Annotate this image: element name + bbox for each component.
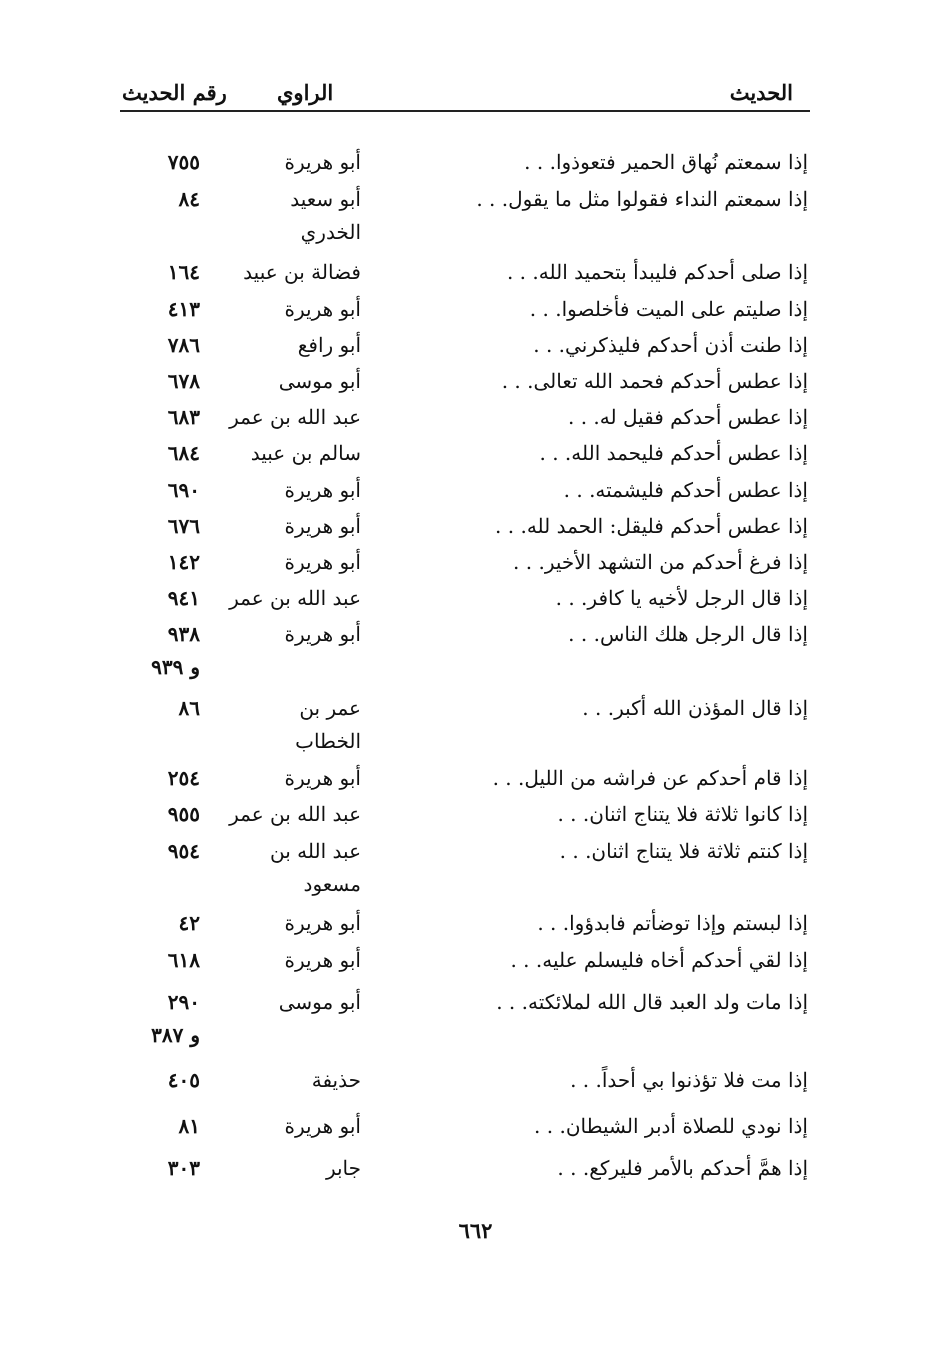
narrator-line: أبو هريرة — [284, 911, 361, 935]
hadith-text: إذا طنت أذن أحدكم فليذكرني. . . — [533, 333, 808, 357]
hadith-number-line: ٤٢ — [178, 911, 200, 935]
hadith-number-line: ٦٧٦ — [167, 514, 200, 538]
hadith-number — [140, 550, 200, 574]
narrator-line: أبو هريرة — [284, 948, 361, 972]
narrator — [229, 405, 361, 429]
hadith-text: إذا مات ولد العبد قال الله لملائكته. . . — [496, 990, 808, 1014]
narrator-line: أبو هريرة — [284, 514, 361, 538]
hadith-text: إذا قال المؤذن الله أكبر. . . — [582, 696, 808, 720]
hadith-number — [140, 1068, 200, 1092]
narrator — [233, 1114, 361, 1138]
hadith-number-line: ٩٥٥ — [167, 802, 200, 826]
hadith-number-line: ٦٩٠ — [167, 478, 200, 502]
hadith-number-line: ٩٣٨ — [167, 622, 200, 646]
hadith-number — [140, 405, 200, 429]
header-rule — [120, 110, 810, 112]
hadith-number-line: ٨١ — [178, 1114, 200, 1138]
hadith-text: إذا صليتم على الميت فأخلصوا. . . — [529, 297, 808, 321]
narrator-line: عبد الله بن عمر — [229, 405, 361, 429]
narrator-line: عبد الله بن عمر — [229, 802, 361, 826]
hadith-number-line: ٧٥٥ — [167, 150, 200, 174]
narrator — [233, 622, 361, 646]
hadith-number-line: ٩٤١ — [167, 586, 200, 610]
hadith-number-line: و ٣٨٧ — [151, 1023, 200, 1047]
hadith-number-line: ١٤٢ — [167, 550, 200, 574]
hadith-number-line: ٢٩٠ — [167, 990, 200, 1014]
narrator — [233, 1068, 361, 1092]
hadith-number-line: ٤١٣ — [167, 297, 200, 321]
hadith-number — [140, 586, 200, 610]
hadith-text: إذا عطس أحدكم فحمد الله تعالى. . . — [501, 369, 808, 393]
hadith-text: إذا مت فلا تؤذنوا بي أحداً. . . — [570, 1068, 808, 1092]
hadith-text: إذا نودي للصلاة أدبر الشيطان. . . — [534, 1114, 808, 1138]
narrator — [233, 260, 361, 284]
narrator-line: الخطاب — [295, 729, 361, 753]
narrator — [233, 550, 361, 574]
hadith-text: إذا سمعتم نُهاق الحمير فتعوذوا. . . — [524, 150, 808, 174]
hadith-number — [140, 696, 200, 720]
page-number: ٦٦٢ — [458, 1218, 493, 1243]
hadith-text: إذا كنتم ثلاثة فلا يتناج اثنان. . . — [559, 839, 808, 863]
hadith-number — [140, 260, 200, 284]
header-hadith: الحديث — [729, 80, 793, 105]
hadith-number — [140, 369, 200, 393]
hadith-number-line: ٣٠٣ — [167, 1156, 200, 1180]
hadith-number-line: ٤٠٥ — [167, 1068, 200, 1092]
narrator — [233, 911, 361, 935]
hadith-number — [140, 187, 200, 211]
narrator — [233, 948, 361, 972]
narrator-line: فضالة بن عبيد — [243, 260, 361, 284]
hadith-text: إذا قال الرجل لأخيه يا كافر. . . — [555, 586, 808, 610]
narrator-line: الخدري — [300, 220, 361, 244]
narrator — [233, 297, 361, 321]
hadith-number-line: ٦٨٣ — [167, 405, 200, 429]
hadith-number — [140, 333, 200, 357]
hadith-number — [140, 1156, 200, 1180]
hadith-number — [140, 948, 200, 972]
narrator-line: أبو هريرة — [284, 766, 361, 790]
narrator-line: أبو موسى — [278, 990, 361, 1014]
hadith-number-line: و ٩٣٩ — [151, 655, 200, 679]
hadith-number-line: ٨٤ — [178, 187, 200, 211]
hadith-number — [140, 622, 200, 679]
hadith-number-line: ٦٨٤ — [167, 441, 200, 465]
narrator-line: جابر — [325, 1156, 361, 1180]
narrator — [233, 766, 361, 790]
narrator-line: أبو سعيد — [290, 187, 361, 211]
narrator — [233, 478, 361, 502]
narrator-line: أبو هريرة — [284, 550, 361, 574]
hadith-text: إذا عطس أحدكم فليحمد الله. . . — [539, 441, 808, 465]
hadith-number-line: ٢٥٤ — [167, 766, 200, 790]
hadith-number — [140, 441, 200, 465]
hadith-text: إذا عطس أحدكم فليقل: الحمد لله. . . — [495, 514, 808, 538]
narrator-line: أبو موسى — [278, 369, 361, 393]
hadith-text: إذا كانوا ثلاثة فلا يتناج اثنان. . . — [557, 802, 808, 826]
narrator-line: مسعود — [303, 872, 361, 896]
hadith-number — [140, 1114, 200, 1138]
narrator — [233, 441, 361, 465]
hadith-number — [140, 514, 200, 538]
narrator-line: أبو هريرة — [284, 1114, 361, 1138]
narrator — [229, 586, 361, 610]
narrator-line: سالم بن عبيد — [250, 441, 361, 465]
narrator-line: عبد الله بن — [270, 839, 361, 863]
narrator-line: أبو هريرة — [284, 478, 361, 502]
narrator — [233, 514, 361, 538]
hadith-number — [140, 150, 200, 174]
narrator-line: أبو هريرة — [284, 150, 361, 174]
narrator — [233, 187, 361, 244]
hadith-number — [140, 990, 200, 1047]
hadith-text: إذا فرغ أحدكم من التشهد الأخير. . . — [513, 550, 808, 574]
hadith-text: إذا لبستم وإذا توضأتم فابدؤوا. . . — [537, 911, 808, 935]
hadith-number — [140, 478, 200, 502]
narrator-line: أبو هريرة — [284, 622, 361, 646]
narrator — [229, 802, 361, 826]
hadith-text: إذا صلى أحدكم فليبدأ بتحميد الله. . . — [506, 260, 808, 284]
narrator-line: عمر بن — [299, 696, 361, 720]
narrator-line: حذيفة — [311, 1068, 361, 1092]
hadith-text: إذا عطس أحدكم فقيل له. . . — [568, 405, 808, 429]
hadith-number — [140, 297, 200, 321]
narrator — [233, 839, 361, 896]
hadith-text: إذا قال الرجل هلك الناس. . . — [568, 622, 808, 646]
narrator — [233, 990, 361, 1014]
hadith-number — [140, 802, 200, 826]
header-hadith-number: رقم الحديث — [122, 80, 227, 105]
hadith-text: إذا عطس أحدكم فليشمته. . . — [563, 478, 808, 502]
hadith-number-line: ١٦٤ — [167, 260, 200, 284]
hadith-number — [140, 839, 200, 863]
hadith-text: إذا همَّ أحدكم بالأمر فليركع. . . — [557, 1156, 808, 1180]
header-narrator: الراوي — [277, 80, 334, 105]
hadith-text: إذا لقي أحدكم أخاه فليسلم عليه. . . — [510, 948, 808, 972]
hadith-text: إذا سمعتم النداء فقولوا مثل ما يقول. . . — [476, 187, 808, 211]
hadith-number — [140, 766, 200, 790]
hadith-number — [140, 911, 200, 935]
narrator — [233, 1156, 361, 1180]
narrator-line: أبو رافع — [297, 333, 361, 357]
hadith-text: إذا قام أحدكم عن فراشه من الليل. . . — [492, 766, 808, 790]
narrator — [233, 369, 361, 393]
hadith-number-line: ٦٧٨ — [167, 369, 200, 393]
hadith-number-line: ٩٥٤ — [167, 839, 200, 863]
hadith-number-line: ٨٦ — [178, 696, 200, 720]
hadith-number-line: ٦١٨ — [167, 948, 200, 972]
narrator — [233, 333, 361, 357]
hadith-number-line: ٧٨٦ — [167, 333, 200, 357]
narrator — [233, 150, 361, 174]
narrator-line: أبو هريرة — [284, 297, 361, 321]
narrator — [233, 696, 361, 753]
narrator-line: عبد الله بن عمر — [229, 586, 361, 610]
